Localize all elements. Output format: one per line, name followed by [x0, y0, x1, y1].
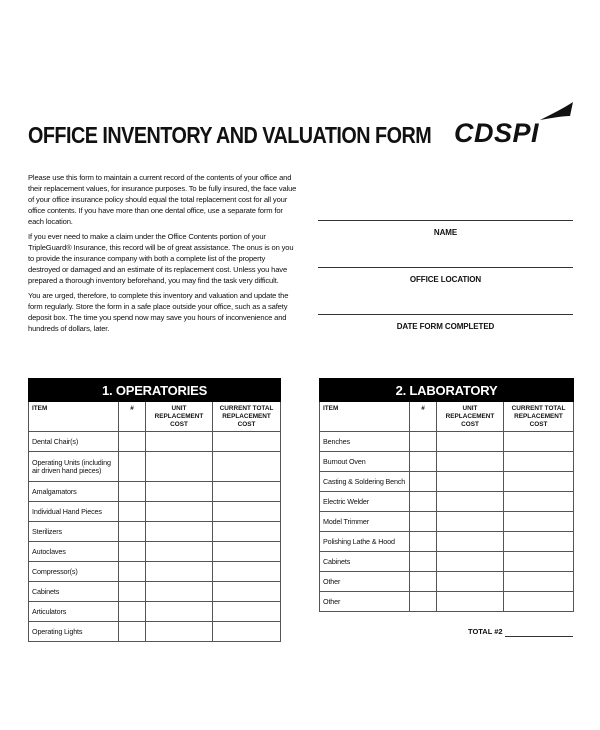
count-cell[interactable] [119, 622, 146, 642]
count-cell[interactable] [119, 582, 146, 602]
unit-cost-cell[interactable] [146, 502, 213, 522]
col-total-cost: CURRENT TOTAL REPLACEMENT COST [504, 402, 574, 432]
item-label: Operating Units (including air driven hand pieces) [29, 452, 119, 482]
table-row [29, 562, 281, 582]
count-cell[interactable] [410, 532, 437, 552]
count-cell[interactable] [410, 432, 437, 452]
count-cell[interactable] [410, 552, 437, 572]
laboratory-table [319, 378, 574, 612]
total-cost-cell[interactable] [213, 432, 281, 452]
count-cell[interactable] [119, 432, 146, 452]
unit-cost-cell[interactable] [437, 532, 504, 552]
date-completed-field[interactable] [318, 314, 573, 315]
laboratory-heading: 2. LABORATORY [320, 379, 574, 402]
total-cost-cell[interactable] [213, 502, 281, 522]
total-cost-cell[interactable] [504, 472, 574, 492]
item-label: Model Trimmer [320, 512, 410, 532]
count-cell[interactable] [410, 452, 437, 472]
count-cell[interactable] [119, 522, 146, 542]
col-count: # [119, 402, 146, 432]
item-label: Cabinets [29, 582, 119, 602]
total-cost-cell[interactable] [504, 552, 574, 572]
name-field[interactable] [318, 220, 573, 221]
total-cost-cell[interactable] [504, 512, 574, 532]
table-row [320, 592, 574, 612]
total-cost-cell[interactable] [504, 452, 574, 472]
count-cell[interactable] [119, 482, 146, 502]
table-row [320, 532, 574, 552]
item-label: Polishing Lathe & Hood [320, 532, 410, 552]
table-row [29, 522, 281, 542]
table-row [320, 472, 574, 492]
intro-paragraph-1: Please use this form to maintain a current record of the contents of your office and their replacement values, for insurance purposes. To be fully insured, the face value of your office insurance policy should equal the total replacement cost for all your office contents. If you have more than one dental office, use a separate form for each location. [28, 173, 297, 226]
item-label: Operating Lights [29, 622, 119, 642]
item-label: Compressor(s) [29, 562, 119, 582]
unit-cost-cell[interactable] [146, 602, 213, 622]
table-row [320, 432, 574, 452]
unit-cost-cell[interactable] [146, 432, 213, 452]
col-item: ITEM [29, 402, 119, 432]
item-label: Benches [320, 432, 410, 452]
count-cell[interactable] [119, 562, 146, 582]
unit-cost-cell[interactable] [437, 592, 504, 612]
intro-paragraph-3: You are urged, therefore, to complete this inventory and valuation and update the form regularly. Store the form in a safe place outside your office, such as a safety deposit box. The time you spend now may save you hours of inconvenience and hundreds of dollars, later. [28, 291, 289, 333]
item-label: Other [320, 572, 410, 592]
unit-cost-cell[interactable] [146, 562, 213, 582]
name-label: NAME [433, 228, 458, 237]
total-cost-cell[interactable] [213, 562, 281, 582]
total-cost-cell[interactable] [213, 582, 281, 602]
unit-cost-cell[interactable] [146, 542, 213, 562]
total-cost-cell[interactable] [213, 622, 281, 642]
total-cost-cell[interactable] [213, 542, 281, 562]
unit-cost-cell[interactable] [437, 572, 504, 592]
unit-cost-cell[interactable] [437, 512, 504, 532]
table-row [29, 502, 281, 522]
form-title: OFFICE INVENTORY AND VALUATION FORM [28, 122, 432, 148]
total-cost-cell[interactable] [213, 602, 281, 622]
table-row [29, 582, 281, 602]
item-label: Dental Chair(s) [29, 432, 119, 452]
unit-cost-cell[interactable] [146, 622, 213, 642]
unit-cost-cell[interactable] [146, 582, 213, 602]
total-cost-cell[interactable] [213, 482, 281, 502]
count-cell[interactable] [119, 452, 146, 482]
operatories-heading: 1. OPERATORIES [29, 379, 281, 402]
table-row [29, 432, 281, 452]
item-label: Articulators [29, 602, 119, 622]
table-row [320, 512, 574, 532]
total-2-field[interactable] [505, 636, 573, 637]
table-row [29, 452, 281, 482]
col-item: ITEM [320, 402, 410, 432]
total-cost-cell[interactable] [213, 522, 281, 542]
count-cell[interactable] [410, 512, 437, 532]
cdspi-logo [452, 98, 577, 148]
office-location-label: OFFICE LOCATION [409, 275, 482, 284]
date-completed-label: DATE FORM COMPLETED [396, 322, 495, 331]
table-row [320, 552, 574, 572]
col-unit-cost: UNIT REPLACEMENT COST [146, 402, 213, 432]
count-cell[interactable] [119, 602, 146, 622]
unit-cost-cell[interactable] [437, 492, 504, 512]
total-cost-cell[interactable] [504, 532, 574, 552]
office-location-field[interactable] [318, 267, 573, 268]
total-cost-cell[interactable] [213, 452, 281, 482]
col-count: # [410, 402, 437, 432]
item-label: Autoclaves [29, 542, 119, 562]
item-label: Cabinets [320, 552, 410, 572]
item-label: Electric Welder [320, 492, 410, 512]
table-row [29, 622, 281, 642]
unit-cost-cell[interactable] [437, 552, 504, 572]
count-cell[interactable] [119, 542, 146, 562]
unit-cost-cell[interactable] [146, 482, 213, 502]
table-row [29, 482, 281, 502]
logo-text: CDSPI [454, 118, 540, 148]
col-unit-cost: UNIT REPLACEMENT COST [437, 402, 504, 432]
table-row [320, 452, 574, 472]
operatories-table [28, 378, 281, 642]
intro-paragraph-2: If you ever need to make a claim under the Office Contents portion of your TripleGuard® Insurance, this record will be of great assistance. The onus is on you to provide the insurance company with both a complete list of the property destroyed or damaged and an estimate of its replacement cost. Unless you have prepared a thorough inventory beforehand, you may find the task very difficult. [28, 232, 294, 285]
total-cost-cell[interactable] [504, 432, 574, 452]
item-label: Individual Hand Pieces [29, 502, 119, 522]
logo-swoosh [540, 102, 573, 120]
col-total-cost: CURRENT TOTAL REPLACEMENT COST [213, 402, 281, 432]
table-row [29, 602, 281, 622]
unit-cost-cell[interactable] [437, 432, 504, 452]
unit-cost-cell[interactable] [437, 472, 504, 492]
unit-cost-cell[interactable] [146, 522, 213, 542]
item-label: Amalgamators [29, 482, 119, 502]
intro-text [28, 172, 298, 338]
item-label: Casting & Soldering Bench [320, 472, 410, 492]
count-cell[interactable] [410, 592, 437, 612]
unit-cost-cell[interactable] [437, 452, 504, 472]
count-cell[interactable] [410, 572, 437, 592]
total-2-label: TOTAL #2 [468, 627, 503, 636]
table-row [29, 542, 281, 562]
count-cell[interactable] [410, 472, 437, 492]
unit-cost-cell[interactable] [146, 452, 213, 482]
count-cell[interactable] [119, 502, 146, 522]
total-cost-cell[interactable] [504, 572, 574, 592]
table-row [320, 492, 574, 512]
total-cost-cell[interactable] [504, 492, 574, 512]
table-row [320, 572, 574, 592]
item-label: Sterilizers [29, 522, 119, 542]
total-cost-cell[interactable] [504, 592, 574, 612]
item-label: Other [320, 592, 410, 612]
item-label: Burnout Oven [320, 452, 410, 472]
count-cell[interactable] [410, 492, 437, 512]
